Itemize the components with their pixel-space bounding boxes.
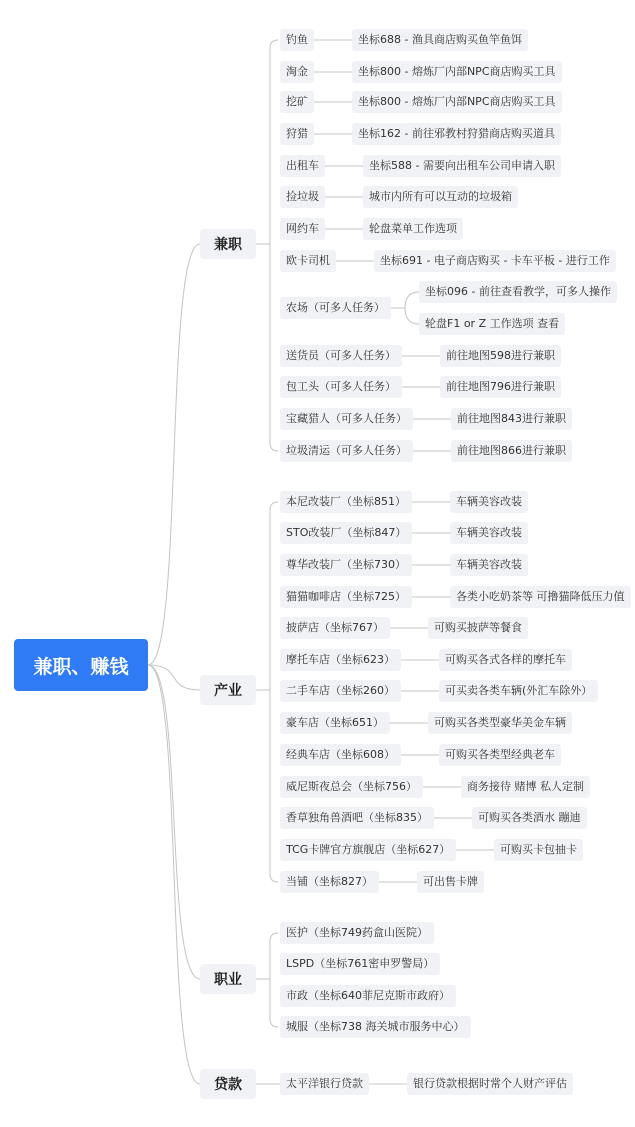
- leaf-item[interactable]: 本尼改装厂（坐标851）: [280, 491, 412, 513]
- bracket-line: [270, 40, 278, 451]
- detail-item[interactable]: 商务接待 赌博 私人定制: [461, 776, 590, 798]
- detail-item[interactable]: 银行贷款根据时常个人财产评估: [407, 1073, 573, 1095]
- detail-item[interactable]: 前往地图843进行兼职: [451, 408, 572, 430]
- leaf-item[interactable]: 欧卡司机: [280, 250, 336, 272]
- leaf-item[interactable]: 猫猫咖啡店（坐标725）: [280, 586, 412, 608]
- detail-connector: [405, 308, 419, 324]
- detail-item[interactable]: 前往地图866进行兼职: [451, 440, 572, 462]
- leaf-item[interactable]: 摩托车店（坐标623）: [280, 649, 401, 671]
- leaf-item[interactable]: 捡垃圾: [280, 186, 325, 208]
- detail-item[interactable]: 可购买披萨等餐食: [428, 617, 528, 639]
- leaf-item[interactable]: 钓鱼: [280, 29, 314, 51]
- detail-item[interactable]: 坐标588 - 需要向出租车公司申请入职: [363, 155, 561, 177]
- leaf-item[interactable]: 披萨店（坐标767）: [280, 617, 390, 639]
- bracket-line: [270, 933, 278, 1027]
- detail-item[interactable]: 坐标688 - 渔具商店购买鱼竿鱼饵: [352, 29, 528, 51]
- root-to-branch-line: [148, 244, 200, 665]
- leaf-item[interactable]: 狩猎: [280, 123, 314, 145]
- detail-item[interactable]: 可购买卡包抽卡: [494, 839, 583, 861]
- detail-item[interactable]: 坐标800 - 熔炼厂内部NPC商店购买工具: [352, 91, 562, 113]
- root-to-branch-line: [148, 665, 200, 690]
- root-to-branch-line: [148, 665, 200, 1084]
- leaf-item[interactable]: 香草独角兽酒吧（坐标835）: [280, 807, 434, 829]
- leaf-item[interactable]: 送货员（可多人任务）: [280, 345, 402, 367]
- detail-item[interactable]: 车辆美容改装: [450, 491, 528, 513]
- leaf-item[interactable]: 城服（坐标738 海关城市服务中心）: [280, 1016, 471, 1038]
- leaf-item[interactable]: 出租车: [280, 155, 325, 177]
- detail-item[interactable]: 坐标800 - 熔炼厂内部NPC商店购买工具: [352, 61, 562, 83]
- leaf-item[interactable]: 垃圾清运（可多人任务）: [280, 440, 413, 462]
- detail-item[interactable]: 轮盘菜单工作选项: [363, 218, 463, 240]
- leaf-item[interactable]: 威尼斯夜总会（坐标756）: [280, 776, 423, 798]
- leaf-item[interactable]: STO改装厂（坐标847）: [280, 522, 412, 544]
- leaf-item[interactable]: 医护（坐标749药盒山医院）: [280, 922, 434, 944]
- root-to-branch-line: [148, 665, 200, 979]
- detail-item[interactable]: 可购买各类酒水 蹦迪: [472, 807, 587, 829]
- detail-item[interactable]: 坐标691 - 电子商店购买 - 卡车平板 - 进行工作: [374, 250, 616, 272]
- branch-3[interactable]: 职业: [200, 964, 256, 994]
- detail-item[interactable]: 坐标096 - 前往查看教学，可多人操作: [419, 281, 617, 303]
- leaf-item[interactable]: TCG卡牌官方旗舰店（坐标627）: [280, 839, 456, 861]
- leaf-item[interactable]: 尊华改装厂（坐标730）: [280, 554, 412, 576]
- branch-4[interactable]: 贷款: [200, 1069, 256, 1099]
- leaf-item[interactable]: 豪车店（坐标651）: [280, 712, 390, 734]
- detail-item[interactable]: 可买卖各类车辆(外汇车除外）: [439, 680, 598, 702]
- detail-item[interactable]: 各类小吃奶茶等 可撸猫降低压力值: [450, 586, 631, 608]
- detail-item[interactable]: 可购买各类型豪华美金车辆: [428, 712, 572, 734]
- detail-item[interactable]: 坐标162 - 前往邪教村狩猎商店购买道具: [352, 123, 561, 145]
- detail-connector: [405, 292, 419, 308]
- leaf-item[interactable]: 经典车店（坐标608）: [280, 744, 401, 766]
- detail-item[interactable]: 城市内所有可以互动的垃圾箱: [363, 186, 518, 208]
- detail-item[interactable]: 可购买各类型经典老车: [439, 744, 561, 766]
- leaf-item[interactable]: 当铺（坐标827）: [280, 871, 379, 893]
- leaf-item[interactable]: 宝藏猎人（可多人任务）: [280, 408, 413, 430]
- branch-1[interactable]: 兼职: [200, 229, 256, 259]
- leaf-item[interactable]: 包工头（可多人任务）: [280, 376, 402, 398]
- detail-item[interactable]: 前往地图796进行兼职: [440, 376, 561, 398]
- leaf-item[interactable]: 二手车店（坐标260）: [280, 680, 401, 702]
- detail-item[interactable]: 轮盘F1 or Z 工作选项 查看: [419, 313, 565, 335]
- leaf-item[interactable]: 太平洋银行贷款: [280, 1073, 369, 1095]
- detail-item[interactable]: 车辆美容改装: [450, 522, 528, 544]
- detail-item[interactable]: 前往地图598进行兼职: [440, 345, 561, 367]
- leaf-item[interactable]: 挖矿: [280, 91, 314, 113]
- branch-2[interactable]: 产业: [200, 675, 256, 705]
- leaf-item[interactable]: LSPD（坐标761密申罗警局）: [280, 953, 440, 975]
- root-node[interactable]: 兼职、赚钱: [14, 639, 148, 691]
- detail-item[interactable]: 车辆美容改装: [450, 554, 528, 576]
- leaf-item[interactable]: 淘金: [280, 61, 314, 83]
- leaf-item[interactable]: 网约车: [280, 218, 325, 240]
- leaf-item[interactable]: 农场（可多人任务）: [280, 297, 391, 319]
- detail-item[interactable]: 可出售卡牌: [417, 871, 484, 893]
- detail-item[interactable]: 可购买各式各样的摩托车: [439, 649, 572, 671]
- bracket-line: [270, 502, 278, 882]
- leaf-item[interactable]: 市政（坐标640菲尼克斯市政府）: [280, 985, 456, 1007]
